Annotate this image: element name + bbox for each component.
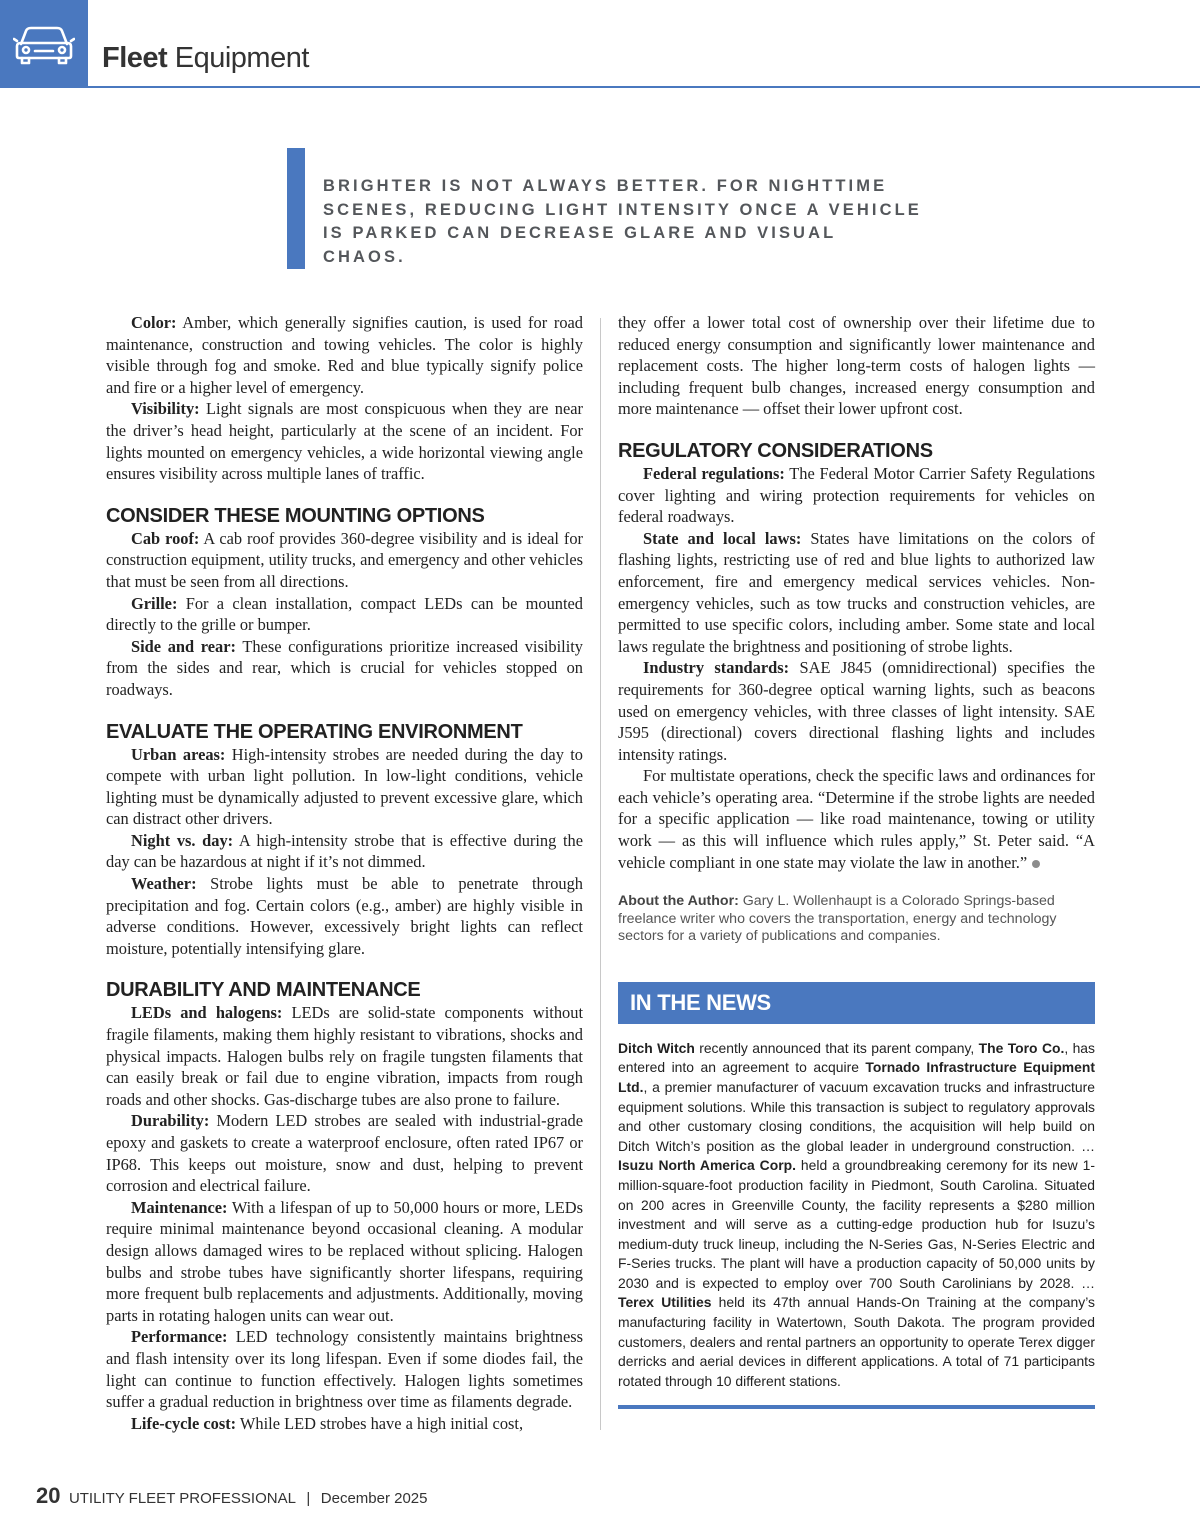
paragraph-durability: Durability: Modern LED strobes are sealed with industrial-grade epoxy and gaskets to create a waterproof enclosure, often rated IP67 or IP68. This keeps out moisture, snow and dust, helping to prevent corrosion and electrical failure. <box>106 1111 583 1196</box>
section-title: Fleet Equipment <box>102 42 309 74</box>
truck-icon <box>13 24 75 66</box>
paragraph-federal: Federal regulations: The Federal Motor Carrier Safety Regulations cover lighting and wiring protection requirements for vehicles on federal roadways. <box>618 463 1096 527</box>
news-header: IN THE NEWS <box>618 982 1095 1024</box>
paragraph-performance: Performance: LED technology consistently maintains brightness and flash intensity over its long lifespan. Even if some diodes fail, the light can continue to function effectively. Halogen lights sometimes suffer a gradual reduction in brightness over time as filaments degrade. <box>106 1327 583 1412</box>
heading-regulatory: REGULATORY CONSIDERATIONS <box>618 439 933 462</box>
right-column <box>618 312 1095 1409</box>
section-icon-box <box>0 0 88 88</box>
pull-quote-bar <box>287 148 305 269</box>
paragraph-visibility: Visibility: Light signals are most conspicuous when they are near the driver’s head height, particularly at the scene of an incident. For lights mounted on emergency vehicles, a wide horizontal viewing angle ensures visibility across multiple lanes of traffic. <box>106 399 583 484</box>
page-header <box>0 0 1200 88</box>
header-rule <box>88 86 1200 88</box>
paragraph-multistate: For multistate operations, check the specific laws and ordinances for each vehicle’s operating area. “Determine if the strobe lights are needed for a specific application — like road maintenance, towing or utility work — as this will influence which rules apply,” St. Peter said. “A vehicle compliant in one state may violate the law in another.” <box>618 766 1095 872</box>
paragraph-life-cycle-cost: Life-cycle cost: While LED strobes have a high initial cost, <box>131 1413 524 1433</box>
left-column <box>106 312 583 1434</box>
paragraph-cab-roof: Cab roof: A cab roof provides 360-degree visibility and is ideal for construction equipment, utility trucks, and emergency and other vehicles that must be seen from all directions. <box>106 528 583 591</box>
paragraph-color: Color: Amber, which generally signifies caution, is used for road maintenance, construction and towing vehicles. The color is highly visible through fog and smoke. Red and blue typically signify police and fire or a higher level of emergency. <box>106 313 583 397</box>
page-footer <box>36 1483 428 1509</box>
column-divider <box>600 318 601 1430</box>
heading-operating-environment: EVALUATE THE OPERATING ENVIRONMENT <box>106 720 523 743</box>
news-box <box>618 982 1095 1410</box>
heading-mounting-options: CONSIDER THESE MOUNTING OPTIONS <box>106 504 485 527</box>
paragraph-weather: Weather: Strobe lights must be able to penetrate through precipitation and fog. Certain colors (e.g., amber) are highly visible in adverse conditions. However, excessively bright lights can reflect moisture, potentially intensifying glare. <box>106 874 583 958</box>
news-body: Ditch Witch recently announced that its parent company, The Toro Co., has entered into an agreement to acquire Tornado Infrastructure Equipment Ltd., a premier manufacturer of vacuum excavation trucks and infrastructure equipment solutions. While this transaction is subject to regulatory approvals and other customary closing conditions, the acquisition will help build on Ditch Witch’s position as the global leader in underground construction. … Isuzu North America Corp. held a groundbreaking ceremony for its new 1-million-square-foot production facility in Piedmont, South Carolina. Situated on 200 acres in Greenville County, the facility represents a $280 million investment and will serve as a cutting-edge production hub for Isuzu’s medium-duty truck lineup, including the N-Series Gas, N-Series Electric and F-Series trucks. The plant will have a production capacity of 50,000 units by 2030 and is expected to employ over 700 South Carolinians by 2028. … Terex Utilities held its 47th annual Hands-On Training at the company’s manufacturing facility in Watertown, South Dakota. The program provided customers, dealers and rental partners an opportunity to operate Terex digger derricks and aerial devices in different applications. A total of 71 participants rotated through 10 different stations. <box>618 1039 1095 1389</box>
paragraph-leds-halogens: LEDs and halogens: LEDs are solid-state components without fragile filaments, making them highly resistant to vibrations, shocks and physical impacts. Halogen bulbs rely on fragile tungsten filaments that can easily break or fail due to engine vibration, impacts from rough roads and other shocks. Gas-discharge tubes are also prone to failure. <box>106 1003 584 1109</box>
magazine-name: UTILITY FLEET PROFESSIONAL <box>68 1490 296 1507</box>
paragraph-maintenance: Maintenance: With a lifespan of up to 50,000 hours or more, LEDs require minimal maintenance beyond occasional cleaning. A modular design allows damaged wires to be replaced without splicing. Halogen bulbs and strobe tubes have significantly shorter lifespans, requiring more frequent bulb replacements and adjustments. Additionally, moving parts in rotating halogen units can wear out. <box>106 1197 583 1325</box>
end-mark <box>1032 860 1040 868</box>
paragraph-state-local: State and local laws: States have limitations on the colors of flashing lights, restricting use of red and blue lights to authorized law enforcement, fire and emergency medical services vehicles. Non-emergency vehicles, such as tow trucks and construction vehicles, are permitted to use specific colors, including amber. Some state and local laws regulate the brightness and positioning of strobe lights. <box>618 528 1095 656</box>
about-author: About the Author: Gary L. Wollenhaupt is a Colorado Springs-based freelance writer who covers the transportation, energy and technology sectors for a variety of publications and companies. <box>618 893 1057 945</box>
paragraph-side-rear: Side and rear: These configurations prioritize increased visibility from the sides and rear, which is crucial for vehicles stopped on roadways. <box>106 636 583 699</box>
paragraph-night-day: Night vs. day: A high-intensity strobe that is effective during the day can be hazardous at night if it’s not dimmed. <box>106 830 583 872</box>
paragraph-grille: Grille: For a clean installation, compact LEDs can be mounted directly to the grille or bumper. <box>106 593 583 635</box>
page-number: 20 <box>36 1483 61 1508</box>
footer-separator: | <box>306 1490 311 1507</box>
issue-date: December 2025 <box>320 1490 428 1507</box>
heading-durability-maintenance: DURABILITY AND MAINTENANCE <box>106 979 421 1002</box>
paragraph-continuation: they offer a lower total cost of ownership over their lifetime due to reduced energy consumption and significantly lower maintenance and replacement costs. The higher long-term costs of halogen lights — including frequent bulb changes, increased energy consumption and more maintenance — offset their lower upfront cost. <box>618 313 1095 419</box>
news-bottom-rule <box>618 1405 1095 1409</box>
pull-quote: BRIGHTER IS NOT ALWAYS BETTER. FOR NIGHTTIME SCENES, REDUCING LIGHT INTENSITY ONCE A VEHICLE IS PARKED CAN DECREASE GLARE AND VISUAL CHAOS. <box>323 177 922 266</box>
paragraph-urban-areas: Urban areas: High-intensity strobes are needed during the day to compete with urban light pollution. In low-light conditions, vehicle lighting must be dynamically adjusted to prevent excessive glare, which can distract other drivers. <box>106 744 583 829</box>
paragraph-industry-standards: Industry standards: SAE J845 (omnidirectional) specifies the requirements for 360-degree optical warning lights, such as beacons used on emergency vehicles, with three classes of light intensity. SAE J595 (directional) covers directional flashing lights and includes intensity ratings. <box>618 658 1095 764</box>
